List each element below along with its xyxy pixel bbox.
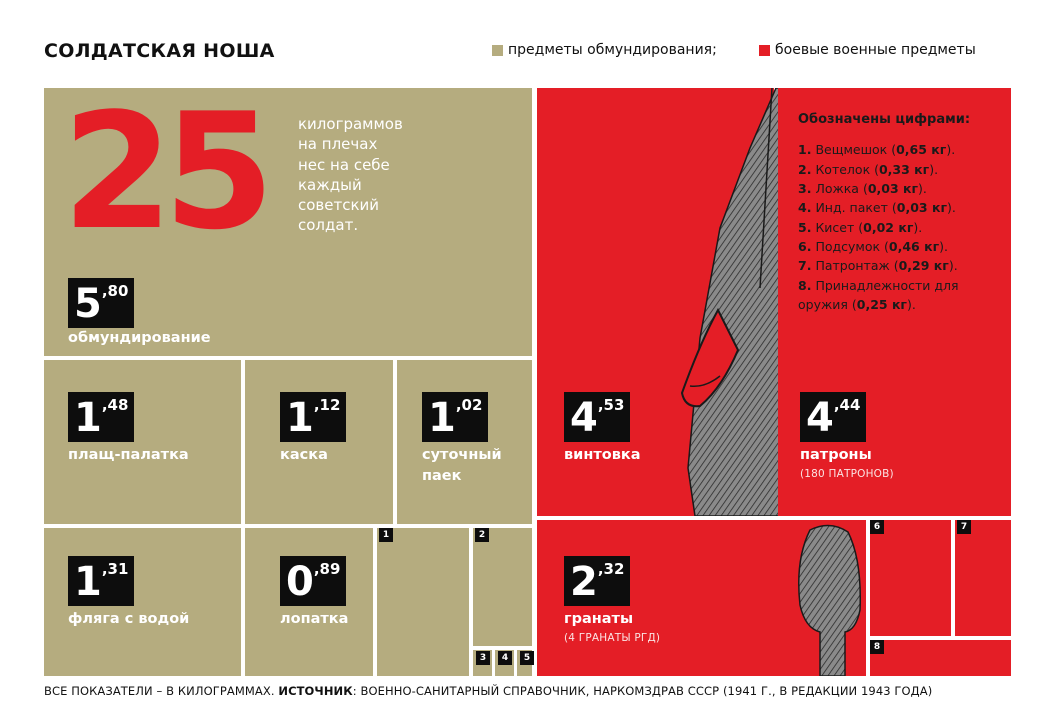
footer-post: : ВОЕННО-САНИТАРНЫЙ СПРАВОЧНИК, НАРКОМЗДРАВ СССР (1941 Г., В РЕДАКЦИИ 1943 ГОДА) — [352, 684, 933, 698]
notes-item: 2. Котелок (0,33 кг). — [798, 161, 939, 177]
tile-helmet — [245, 360, 393, 524]
item-sublabel-cartridges: (180 ПАТРОНОВ) — [800, 468, 894, 480]
marker-2: 2 — [475, 528, 489, 542]
notes-item-name: Подсумок — [815, 239, 881, 255]
tile-item-8 — [870, 640, 1011, 676]
footer-note — [44, 684, 932, 698]
notes-box — [798, 110, 1003, 315]
item-label-rifle: винтовка — [564, 447, 641, 463]
legend-combat — [759, 42, 976, 58]
headline-text — [298, 114, 438, 236]
notes-item: 4. Инд. пакет (0,03 кг). — [798, 200, 956, 216]
tile-item-6 — [870, 520, 951, 636]
notes-item: 8. Принадлежности для оружия (0,25 кг). — [798, 277, 959, 313]
item-label-ration: суточный паек — [422, 447, 502, 485]
value-badge-grenades — [564, 556, 630, 606]
notes-item-value: 0,65 кг — [896, 142, 947, 158]
value-badge-rifle — [564, 392, 630, 442]
value-badge-helmet — [280, 392, 346, 442]
value-frac: ,48 — [101, 396, 129, 414]
notes-item-value: 0,03 кг — [896, 200, 947, 216]
item-label-grenades: гранаты — [564, 611, 634, 627]
value-frac: ,31 — [101, 560, 129, 578]
notes-item-value: 0,25 кг — [856, 297, 907, 313]
notes-item-name: Принадлежности для оружия — [798, 277, 959, 313]
tile-item-1 — [377, 528, 469, 676]
item-label-flask: фляга с водой — [68, 611, 190, 627]
marker-6: 6 — [870, 520, 884, 534]
marker-1: 1 — [379, 528, 393, 542]
notes-item-number: 1. — [798, 142, 812, 158]
item-label-helmet: каска — [280, 447, 328, 463]
notes-item: 1. Вещмешок (0,65 кг). — [798, 142, 956, 158]
notes-item-value: 0,33 кг — [878, 161, 930, 177]
headline-line: советский — [298, 196, 380, 214]
notes-item: 6. Подсумок (0,46 кг). — [798, 239, 948, 255]
notes-item: 3. Ложка (0,03 кг). — [798, 180, 927, 196]
value-int: 1 — [286, 395, 314, 441]
value-int: 0 — [286, 559, 314, 605]
legend-label-combat: боевые военные предметы — [775, 42, 976, 58]
notes-item-name: Патронтаж — [815, 258, 890, 274]
marker-5: 5 — [520, 651, 534, 665]
headline-line: нес на себе — [298, 155, 390, 174]
marker-3: 3 — [476, 651, 490, 665]
notes-item: 7. Патронтаж (0,29 кг). — [798, 258, 958, 274]
notes-item-value: 0,03 кг — [867, 180, 919, 196]
headline-line: каждый — [298, 175, 362, 194]
headline-line: килограммов — [298, 115, 403, 133]
notes-item-name: Инд. пакет — [815, 200, 888, 216]
value-frac: ,89 — [313, 560, 341, 578]
notes-item-name: Котелок — [815, 161, 871, 177]
notes-item-name: Ложка — [815, 180, 859, 196]
notes-item: 5. Кисет (0,02 кг). — [798, 219, 923, 235]
legend-uniform — [492, 42, 717, 58]
value-badge-raincoat — [68, 392, 134, 442]
item-label-shovel: лопатка — [280, 611, 349, 627]
value-frac: ,80 — [101, 282, 129, 300]
value-frac: ,53 — [597, 396, 625, 414]
notes-item-number: 8. — [798, 277, 812, 293]
value-badge-shovel — [280, 556, 346, 606]
value-int: 1 — [74, 395, 102, 441]
notes-item-number: 7. — [798, 258, 812, 274]
value-badge-uniform — [68, 278, 134, 328]
tile-ration — [397, 360, 532, 524]
value-int: 1 — [428, 395, 456, 441]
tile-item-2 — [473, 528, 532, 646]
value-int: 2 — [570, 559, 598, 605]
value-int: 4 — [570, 395, 598, 441]
marker-7: 7 — [957, 520, 971, 534]
tile-raincoat — [44, 360, 241, 524]
footer-source-label: ИСТОЧНИК — [278, 684, 353, 698]
notes-item-number: 6. — [798, 239, 812, 255]
value-int: 4 — [806, 395, 834, 441]
notes-item-number: 5. — [798, 219, 812, 235]
notes-item-value: 0,02 кг — [863, 219, 914, 235]
notes-list — [798, 140, 1003, 314]
value-int: 5 — [74, 281, 102, 327]
notes-item-value: 0,46 кг — [888, 239, 940, 255]
notes-item-name: Вещмешок — [815, 142, 888, 158]
legend-swatch-uniform — [492, 45, 503, 56]
notes-heading: Обозначены цифрами: — [798, 112, 971, 127]
tile-item-7 — [955, 520, 1011, 636]
headline-line: на плечах — [298, 135, 378, 154]
notes-item-name: Кисет — [815, 219, 855, 235]
item-label-cartridges: патроны — [800, 447, 872, 463]
rifle-illustration — [660, 88, 780, 516]
notes-item-number: 2. — [798, 161, 812, 177]
legend-swatch-combat — [759, 45, 770, 56]
headline-line: солдат. — [298, 216, 359, 235]
grenade-illustration — [790, 520, 866, 676]
item-label-raincoat: плащ-палатка — [68, 447, 189, 463]
notes-item-number: 4. — [798, 200, 812, 216]
value-badge-cartridges — [800, 392, 866, 442]
value-frac: ,32 — [597, 560, 625, 578]
value-frac: ,12 — [313, 396, 341, 414]
value-badge-flask — [68, 556, 134, 606]
value-badge-ration — [422, 392, 488, 442]
notes-item-number: 3. — [798, 180, 812, 196]
value-int: 1 — [74, 559, 102, 605]
legend-label-uniform: предметы обмундирования; — [508, 42, 717, 58]
marker-4: 4 — [498, 651, 512, 665]
item-label-uniform: обмундирование — [68, 330, 211, 346]
footer-pre: ВСЕ ПОКАЗАТЕЛИ – В КИЛОГРАММАХ. — [44, 684, 279, 698]
item-sublabel-grenades: (4 ГРАНАТЫ РГД) — [564, 632, 661, 644]
notes-item-value: 0,29 кг — [898, 258, 949, 274]
value-frac: ,02 — [455, 396, 483, 414]
value-frac: ,44 — [833, 396, 861, 414]
marker-8: 8 — [870, 640, 884, 654]
chart-title: СОЛДАТСКАЯ НОША — [44, 40, 275, 62]
headline-number: 25 — [62, 78, 265, 265]
